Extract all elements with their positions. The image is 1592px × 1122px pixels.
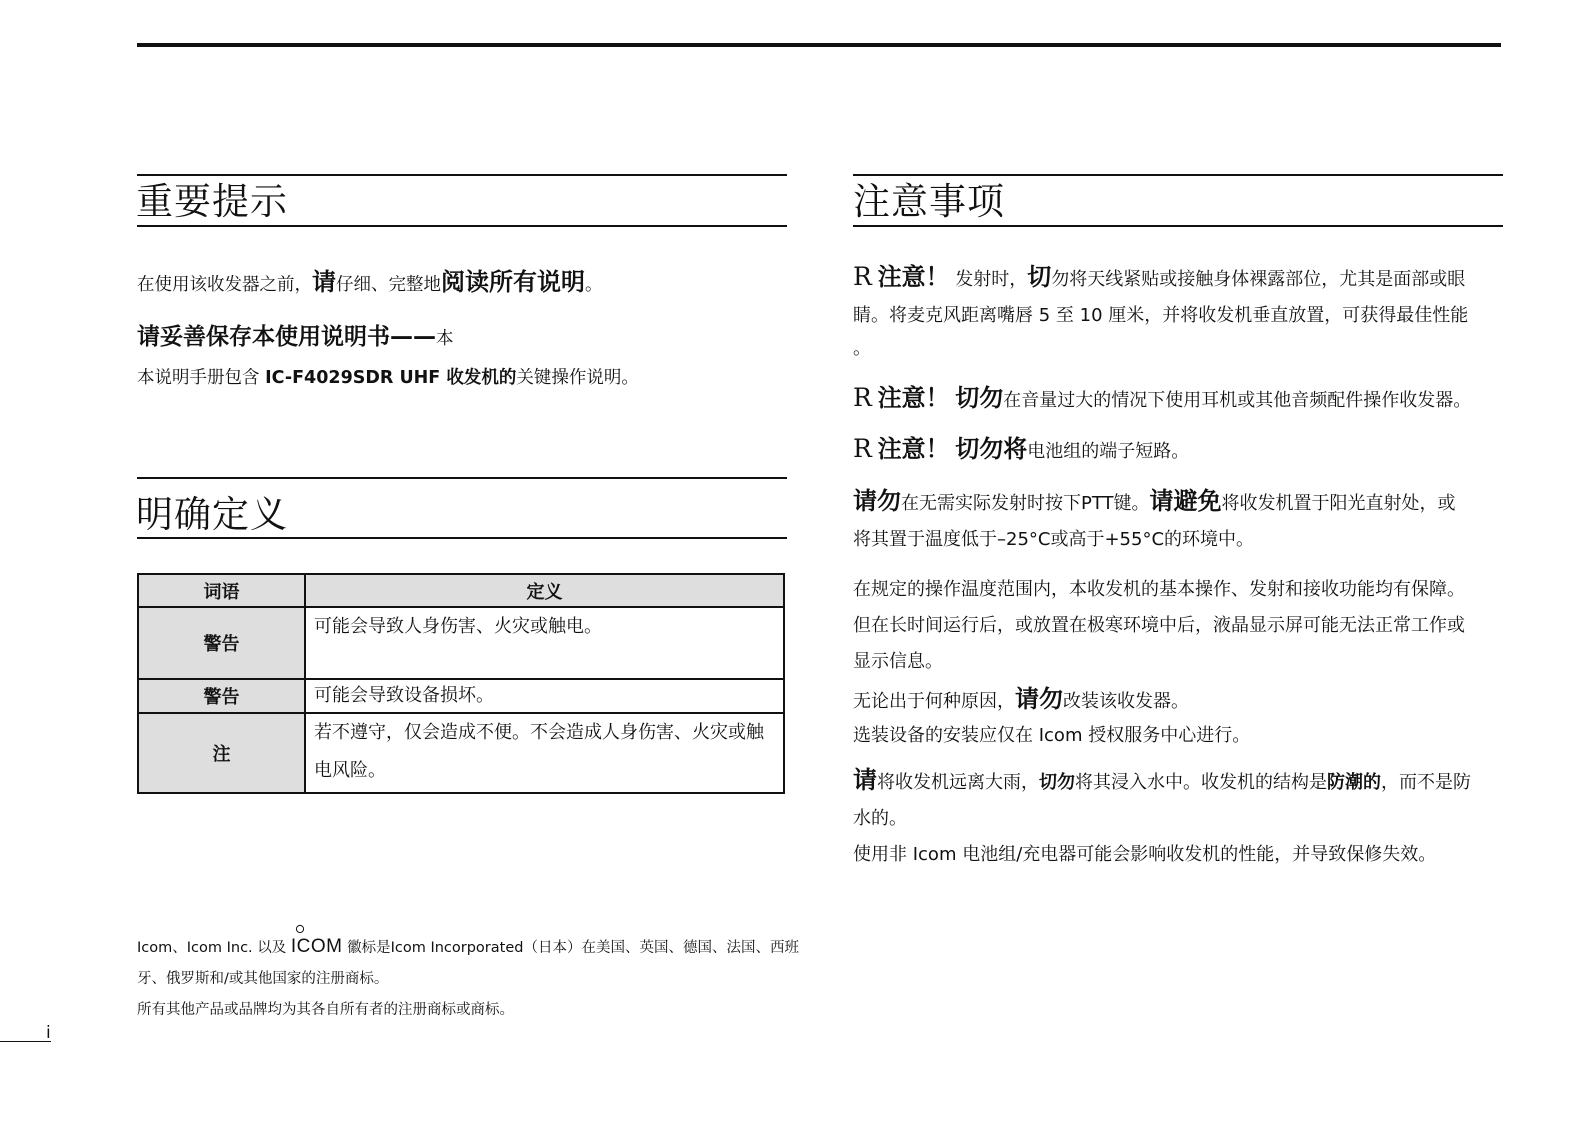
table-row — [138, 679, 784, 713]
section-title-precautions: 注意事项 — [853, 180, 1005, 223]
para-line — [853, 682, 1250, 719]
text: 无论出于何种原因， — [853, 691, 1015, 712]
text: 改装该收发器。 — [1063, 691, 1189, 712]
emphasis: 请勿 — [1015, 685, 1063, 713]
definition-cell: 可能会导致人身伤害、火灾或触电。 — [305, 607, 784, 679]
definitions-table — [137, 573, 785, 794]
section-rule-bottom — [853, 225, 1503, 227]
icom-logo — [291, 936, 343, 957]
precaution-1 — [853, 259, 1513, 364]
caution-mark: R — [853, 262, 872, 291]
emphasis: 请避免 — [1149, 487, 1222, 515]
caution-mark: R — [853, 434, 872, 463]
header-definition: 定义 — [305, 574, 784, 607]
para-line: 显示信息。 — [853, 651, 943, 672]
definition-cell: 可能会导致设备损坏。 — [305, 679, 784, 713]
precaution-6 — [853, 682, 1250, 753]
text: 本说明手册包含 — [137, 368, 266, 388]
text: 发射时， — [955, 269, 1028, 290]
para-line — [853, 483, 1456, 522]
table-header-row — [138, 574, 784, 607]
text: 电池组的端子短路。 — [1027, 441, 1190, 462]
top-rule — [137, 43, 1501, 47]
emphasis: 切勿 — [1039, 772, 1075, 793]
term-cell: 注 — [138, 713, 305, 793]
important-line-3 — [137, 364, 639, 389]
para-line: 选装设备的安装应仅在 Icom 授权服务中心进行。 — [853, 725, 1251, 746]
precaution-2 — [853, 380, 1471, 419]
emphasis: 切勿将 — [955, 435, 1028, 463]
para-line: 但在长时间运行后，或放置在极寒环境中后，液晶显示屏可能无法正常工作或 — [853, 615, 1465, 636]
precaution-5 — [853, 572, 1465, 680]
text: 在音量过大的情况下使用耳机或其他音频配件操作收发器。 — [1003, 390, 1472, 411]
caution-label: 注意！ — [877, 384, 950, 412]
para-line: 水的。 — [853, 808, 907, 829]
section-rule-top — [853, 174, 1503, 176]
para-line: 睛。将麦克风距离嘴唇 5 至 10 厘米，并将收发机垂直放置，可获得最佳性能 — [853, 305, 1469, 326]
caution-mark: R — [853, 383, 872, 412]
emphasis: 阅读所有说明 — [441, 268, 585, 296]
footer-line: 所有其他产品或品牌均为其各自所有者的注册商标或商标。 — [137, 1002, 514, 1018]
term-cell: 警告 — [138, 679, 305, 713]
emphasis: 切 — [1027, 263, 1052, 291]
para-line: 使用非 Icom 电池组/充电器可能会影响收发机的性能，并导致保修失效。 — [853, 844, 1437, 865]
caution-label: 注意！ — [877, 263, 950, 291]
emphasis: 请 — [312, 268, 336, 296]
para-line — [853, 259, 1513, 298]
text: 在无需实际发射时按下PTT键。 — [901, 493, 1150, 514]
para-line — [853, 762, 1471, 801]
para-line: 。 — [853, 338, 871, 359]
important-line-2 — [137, 318, 454, 351]
definition-line: 电风险。 — [314, 760, 386, 781]
important-line-1 — [137, 262, 603, 297]
definition-cell — [305, 713, 784, 793]
section-rule-top — [137, 477, 787, 479]
text: 将其浸入水中。收发机的结构是 — [1075, 772, 1327, 793]
text: ，而不是防 — [1381, 772, 1471, 793]
text: 在使用该收发器之前， — [137, 275, 312, 295]
emphasis: 切勿 — [955, 384, 1004, 412]
trademark-note — [137, 931, 799, 1026]
para-line: 在规定的操作温度范围内，本收发机的基本操作、发射和接收功能均有保障。 — [853, 579, 1465, 600]
table-row — [138, 607, 784, 679]
section-rule-bottom — [137, 537, 787, 539]
section-rule-top — [137, 174, 787, 176]
emphasis: 防潮的 — [1327, 772, 1381, 793]
section-title-definitions: 明确定义 — [136, 493, 288, 536]
text: 关键操作说明。 — [516, 368, 639, 388]
definition-line: 若不遵守，仅会造成不便。不会造成人身伤害、火灾或触 — [314, 722, 764, 743]
term-cell: 警告 — [138, 607, 305, 679]
text: 徽标是Icom Incorporated（日本）在美国、英国、德国、法国、西班 — [342, 940, 799, 956]
footer-line — [137, 931, 799, 964]
page-number: i — [46, 1023, 51, 1043]
header-term: 词语 — [138, 574, 305, 607]
footer-line: 牙、俄罗斯和/或其他国家的注册商标。 — [137, 971, 389, 987]
emphasis: 请勿 — [853, 487, 901, 515]
section-title-important: 重要提示 — [136, 180, 288, 223]
para-line: 将其置于温度低于–25°C或高于+55°C的环境中。 — [853, 529, 1255, 550]
text: 将收发机远离大雨， — [877, 772, 1039, 793]
text: 将收发机置于阳光直射处，或 — [1221, 493, 1456, 514]
text: Icom、Icom Inc. 以及 — [137, 940, 291, 956]
section-rule-bottom — [137, 225, 787, 227]
text: 勿将天线紧贴或接触身体裸露部位，尤其是面部或眼 — [1051, 269, 1466, 290]
precaution-3 — [853, 431, 1189, 470]
precaution-4 — [853, 483, 1456, 558]
model-name: IC-F4029SDR UHF 收发机的 — [265, 368, 517, 388]
precaution-7 — [853, 762, 1471, 873]
icom-logo-text: ICOM — [290, 936, 343, 957]
text: 本 — [436, 329, 454, 349]
emphasis: 请 — [853, 766, 877, 794]
text: 仔细、完整地 — [336, 275, 441, 295]
table-row — [138, 713, 784, 793]
text: 。 — [585, 275, 603, 295]
emphasis: 请妥善保存本使用说明书—— — [137, 324, 436, 350]
caution-label: 注意！ — [877, 435, 950, 463]
page-number-rule — [0, 1041, 51, 1042]
